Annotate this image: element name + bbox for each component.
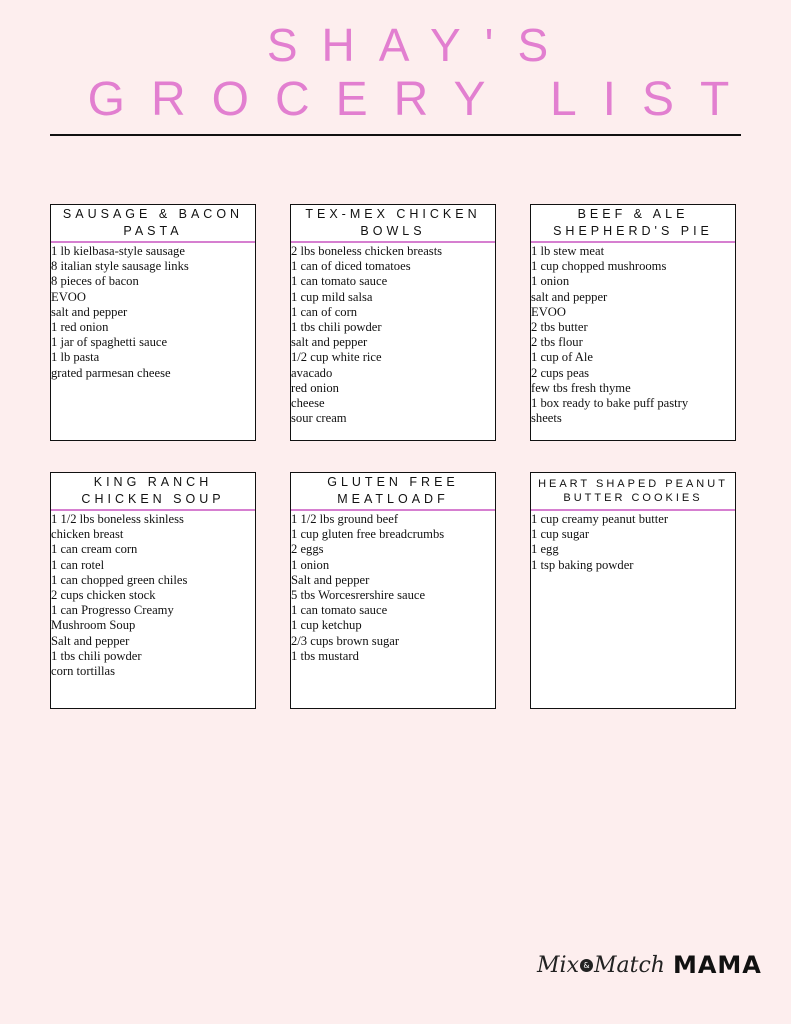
ingredient-item: grated parmesan cheese	[51, 365, 171, 380]
ingredient-item: 2 cups peas	[531, 365, 590, 380]
ingredient-item: 1 cup mild salsa	[291, 289, 373, 304]
ingredient-item: 1/2 cup white rice	[291, 350, 382, 365]
recipe-card-header	[291, 205, 495, 243]
ingredient-list	[51, 511, 255, 679]
ingredient-item: 1 egg	[531, 542, 559, 557]
ingredient-item: 1 onion	[291, 557, 330, 572]
ingredient-item: 1 cup chopped mushrooms	[531, 259, 667, 274]
recipe-title: GLUTEN FREE MEATLOADF	[327, 475, 459, 506]
ingredient-item: 1 box ready to bake puff pastry	[531, 396, 689, 411]
ingredient-item: EVOO	[531, 304, 566, 319]
ingredient-item: 1 cup ketchup	[291, 618, 362, 633]
ingredient-item: 1 can of diced tomatoes	[291, 259, 411, 274]
ingredient-item: 1 cup creamy peanut butter	[531, 512, 669, 526]
ingredient-item: 1 tbs mustard	[291, 648, 359, 663]
recipe-title: SAUSAGE & BACON PASTA	[62, 207, 244, 238]
ingredient-item: salt and pepper	[291, 335, 368, 350]
ingredient-item: 1 can Progresso Creamy	[51, 603, 174, 618]
ingredient-item: 1 cup gluten free breadcrumbs	[291, 527, 445, 542]
title-divider	[50, 134, 741, 136]
ingredient-item: 2/3 cups brown sugar	[291, 633, 400, 648]
ingredient-item: 1 can chopped green chiles	[51, 572, 188, 587]
logo-script-mix: Mix	[537, 952, 579, 978]
ingredient-item: 8 pieces of bacon	[51, 274, 139, 289]
ingredient-item: 1 tsp baking powder	[531, 557, 634, 572]
recipe-card-header	[51, 473, 255, 511]
ingredient-item: 2 cups chicken stock	[51, 588, 156, 603]
ingredient-item: cheese	[291, 396, 325, 411]
logo-script-match: Match	[593, 952, 665, 978]
ingredient-item: 1 can rotel	[51, 557, 105, 572]
ingredient-item: 1 can tomato sauce	[291, 274, 388, 289]
page-title-line-1: SHAY'S	[266, 19, 573, 71]
logo-wordmark-mama: MAMA	[672, 951, 762, 979]
recipe-card-king-ranch-chicken-soup	[50, 472, 256, 709]
recipe-title: HEART SHAPED PEANUT BUTTER COOKIES	[538, 477, 728, 504]
ingredient-item: 1 tbs chili powder	[51, 648, 142, 663]
ingredient-item: 1 lb stew meat	[531, 244, 605, 258]
ingredient-item: 1 1/2 lbs boneless skinless	[51, 512, 184, 526]
ingredient-list	[291, 243, 495, 426]
ingredient-item: red onion	[291, 380, 339, 395]
ingredient-item: corn tortillas	[51, 664, 116, 679]
ingredient-item: 8 italian style sausage links	[51, 259, 189, 274]
ingredient-item: salt and pepper	[531, 289, 608, 304]
ingredient-item: 1 onion	[531, 274, 570, 289]
recipe-card-header	[531, 205, 735, 243]
recipe-card-beef-ale-shepherds-pie	[530, 204, 736, 441]
ingredient-item: 1 cup sugar	[531, 527, 590, 542]
recipe-title: BEEF & ALE SHEPHERD'S PIE	[553, 207, 713, 238]
recipe-card-header	[51, 205, 255, 243]
ingredient-item: Salt and pepper	[291, 572, 370, 587]
recipe-title: KING RANCH CHICKEN SOUP	[81, 475, 225, 506]
ingredient-item: 2 eggs	[291, 542, 324, 557]
ingredient-item: salt and pepper	[51, 304, 128, 319]
page-title-line-2: GROCERY LIST	[87, 73, 756, 126]
ingredient-item: 1 lb kielbasa-style sausage	[51, 244, 185, 258]
ingredient-item: 5 tbs Worcesrershire sauce	[291, 588, 426, 603]
ingredient-item: 1 can tomato sauce	[291, 603, 388, 618]
ingredient-item: 1 jar of spaghetti sauce	[51, 335, 168, 350]
ingredient-item: 1 can cream corn	[51, 542, 138, 557]
logo-ampersand-badge: &	[580, 959, 593, 972]
ingredient-item: 1 lb pasta	[51, 350, 100, 365]
ingredient-item: 1 1/2 lbs ground beef	[291, 512, 399, 526]
recipe-card-sausage-bacon-pasta	[50, 204, 256, 441]
ingredient-item: chicken breast	[51, 527, 124, 542]
recipe-card-tex-mex-chicken-bowls	[290, 204, 496, 441]
ingredient-item: few tbs fresh thyme	[531, 380, 631, 395]
recipe-card-header	[291, 473, 495, 511]
ingredient-item: 2 lbs boneless chicken breasts	[291, 244, 443, 258]
ingredient-item: 2 tbs flour	[531, 335, 583, 350]
ingredient-item: Mushroom Soup	[51, 618, 136, 633]
ingredient-item: 1 cup of Ale	[531, 350, 593, 365]
ingredient-item: 1 tbs chili powder	[291, 320, 382, 335]
recipe-card-heart-shaped-peanut-butter-cookies	[530, 472, 736, 709]
ingredient-list	[531, 243, 735, 426]
recipe-card-gluten-free-meatloaf	[290, 472, 496, 709]
ingredient-item: Salt and pepper	[51, 633, 130, 648]
ingredient-item: 1 red onion	[51, 320, 109, 335]
ingredient-item: 1 can of corn	[291, 304, 358, 319]
ingredient-item: 2 tbs butter	[531, 320, 588, 335]
ingredient-list	[531, 511, 735, 573]
ingredient-item: sheets	[531, 411, 562, 426]
mix-and-match-mama-logo	[537, 948, 762, 982]
ingredient-item: EVOO	[51, 289, 86, 304]
ingredient-list	[291, 511, 495, 664]
ingredient-item: avacado	[291, 365, 333, 380]
recipe-title: TEX-MEX CHICKEN BOWLS	[305, 207, 481, 238]
recipe-card-header	[531, 473, 735, 511]
ingredient-list	[51, 243, 255, 381]
ingredient-item: sour cream	[291, 411, 347, 426]
